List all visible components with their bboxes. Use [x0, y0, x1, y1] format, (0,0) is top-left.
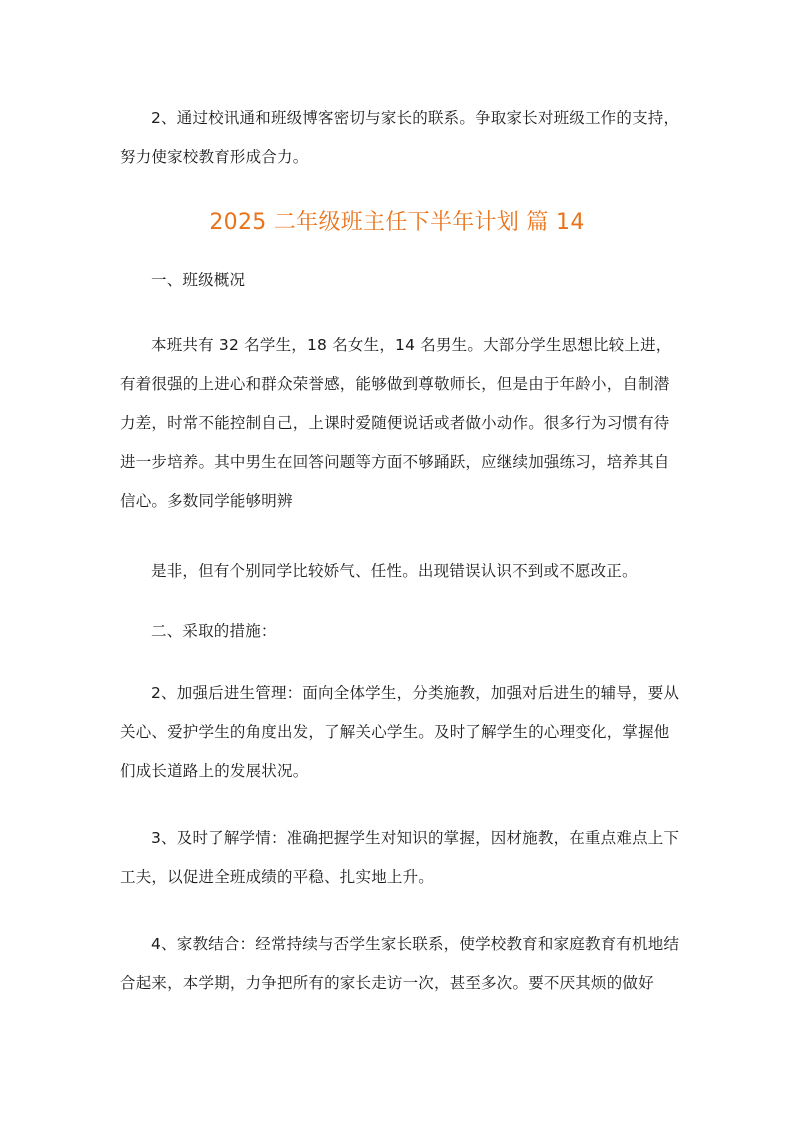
intro-paragraph: 2、通过校讯通和班级博客密切与家长的联系。争取家长对班级工作的支持，努力使家校教育形成合力。	[120, 109, 680, 166]
class-overview-paragraph: 本班共有 32 名学生，18 名女生，14 名男生。大部分学生思想比较上进，有着很强的上进心和群众荣誉感，能够做到尊敬师长，但是由于年龄小，自制潜力差，时常不能控制自己，上课时爱随便说话或者做小动作。很多行为习惯有待进一步培养。其中男生在回答问题等方面不够踊跃，应继续加强练习，培养其自信心。多数同学能够明辨	[120, 336, 672, 510]
section-heading-measures: 二、采取的措施：	[151, 622, 277, 640]
document-title: 2025 二年级班主任下半年计划 篇 14	[209, 210, 585, 235]
measure-item-4: 4、家教结合：经常持续与否学生家长联系，使学校教育和家庭教育有机地结合起来，本学期，力争把所有的家长走访一次，甚至多次。要不厌其烦的做好	[120, 935, 680, 992]
continuation-paragraph: 是非，但有个别同学比较娇气、任性。出现错误认识不到或不愿改正。	[151, 562, 638, 580]
measure-item-3: 3、及时了解学情：准确把握学生对知识的掌握，因材施教，在重点难点上下工夫，以促进全班成绩的平稳、扎实地上升。	[120, 829, 680, 886]
section-heading-class-overview: 一、班级概况	[151, 271, 246, 289]
measure-item-2: 2、加强后进生管理：面向全体学生，分类施教，加强对后进生的辅导，要从关心、爱护学生的角度出发，了解关心学生。及时了解学生的心理变化，掌握他们成长道路上的发展状况。	[120, 684, 680, 780]
